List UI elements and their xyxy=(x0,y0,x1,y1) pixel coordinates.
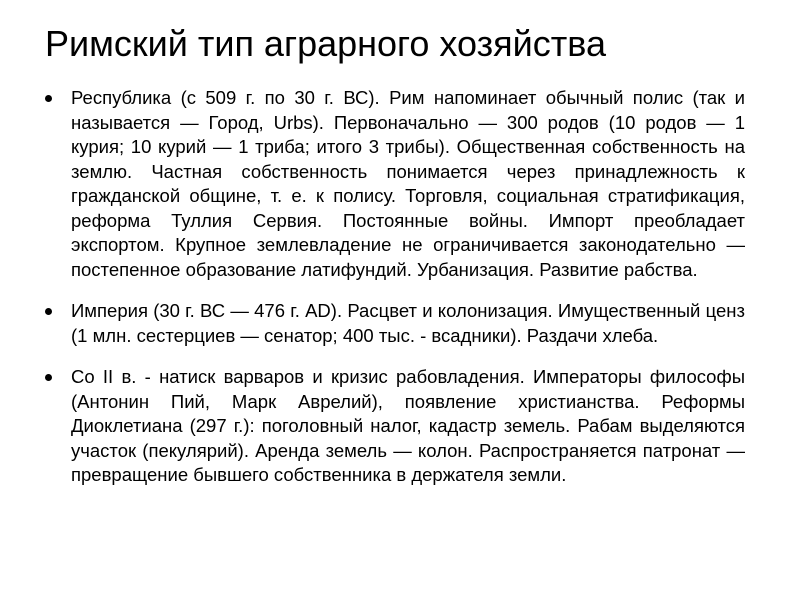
bullet-text: Со II в. - натиск варваров и кризис рабовладения. Императоры философы (Антонин Пий, Марк Аврелий), появление христианства. Реформы Диоклетиана (297 г.): поголовный налог, кадастр земель. Рабам выделяются участок (пекулярий). Аренда земель — колон. Распространяется патронат — превращение бывшего собственника в держателя земли. xyxy=(71,366,745,485)
bullet-dot-icon xyxy=(45,95,52,102)
bullet-dot-icon xyxy=(45,374,52,381)
bullet-list xyxy=(45,86,745,488)
bullet-item-empire xyxy=(45,299,745,348)
slide-title: Римский тип аграрного хозяйства xyxy=(45,23,606,64)
bullet-text: Республика (с 509 г. по 30 г. ВС). Рим напоминает обычный полис (так и называется — Город, Urbs). Первоначально — 300 родов (10 родов — 1 курия; 10 курий — 1 триба; итого 3 трибы). Общественная собственность на землю. Частная собственность понимается через принадлежность к гражданской общине, т. е. к полису. Торговля, социальная стратификация, реформа Туллия Сервия. Постоянные войны. Импорт преобладает экспортом. Крупное землевладение не ограничивается законодательно — постепенное образование латифундий. Урбанизация. Развитие рабства. xyxy=(71,87,745,280)
bullet-dot-icon xyxy=(45,308,52,315)
bullet-item-crisis xyxy=(45,365,745,488)
bullet-text: Империя (30 г. ВС — 476 г. AD). Расцвет и колонизация. Имущественный ценз (1 млн. сестерциев — сенатор; 400 тыс. - всадники). Раздачи хлеба. xyxy=(71,300,745,346)
bullet-item-republic xyxy=(45,86,745,282)
